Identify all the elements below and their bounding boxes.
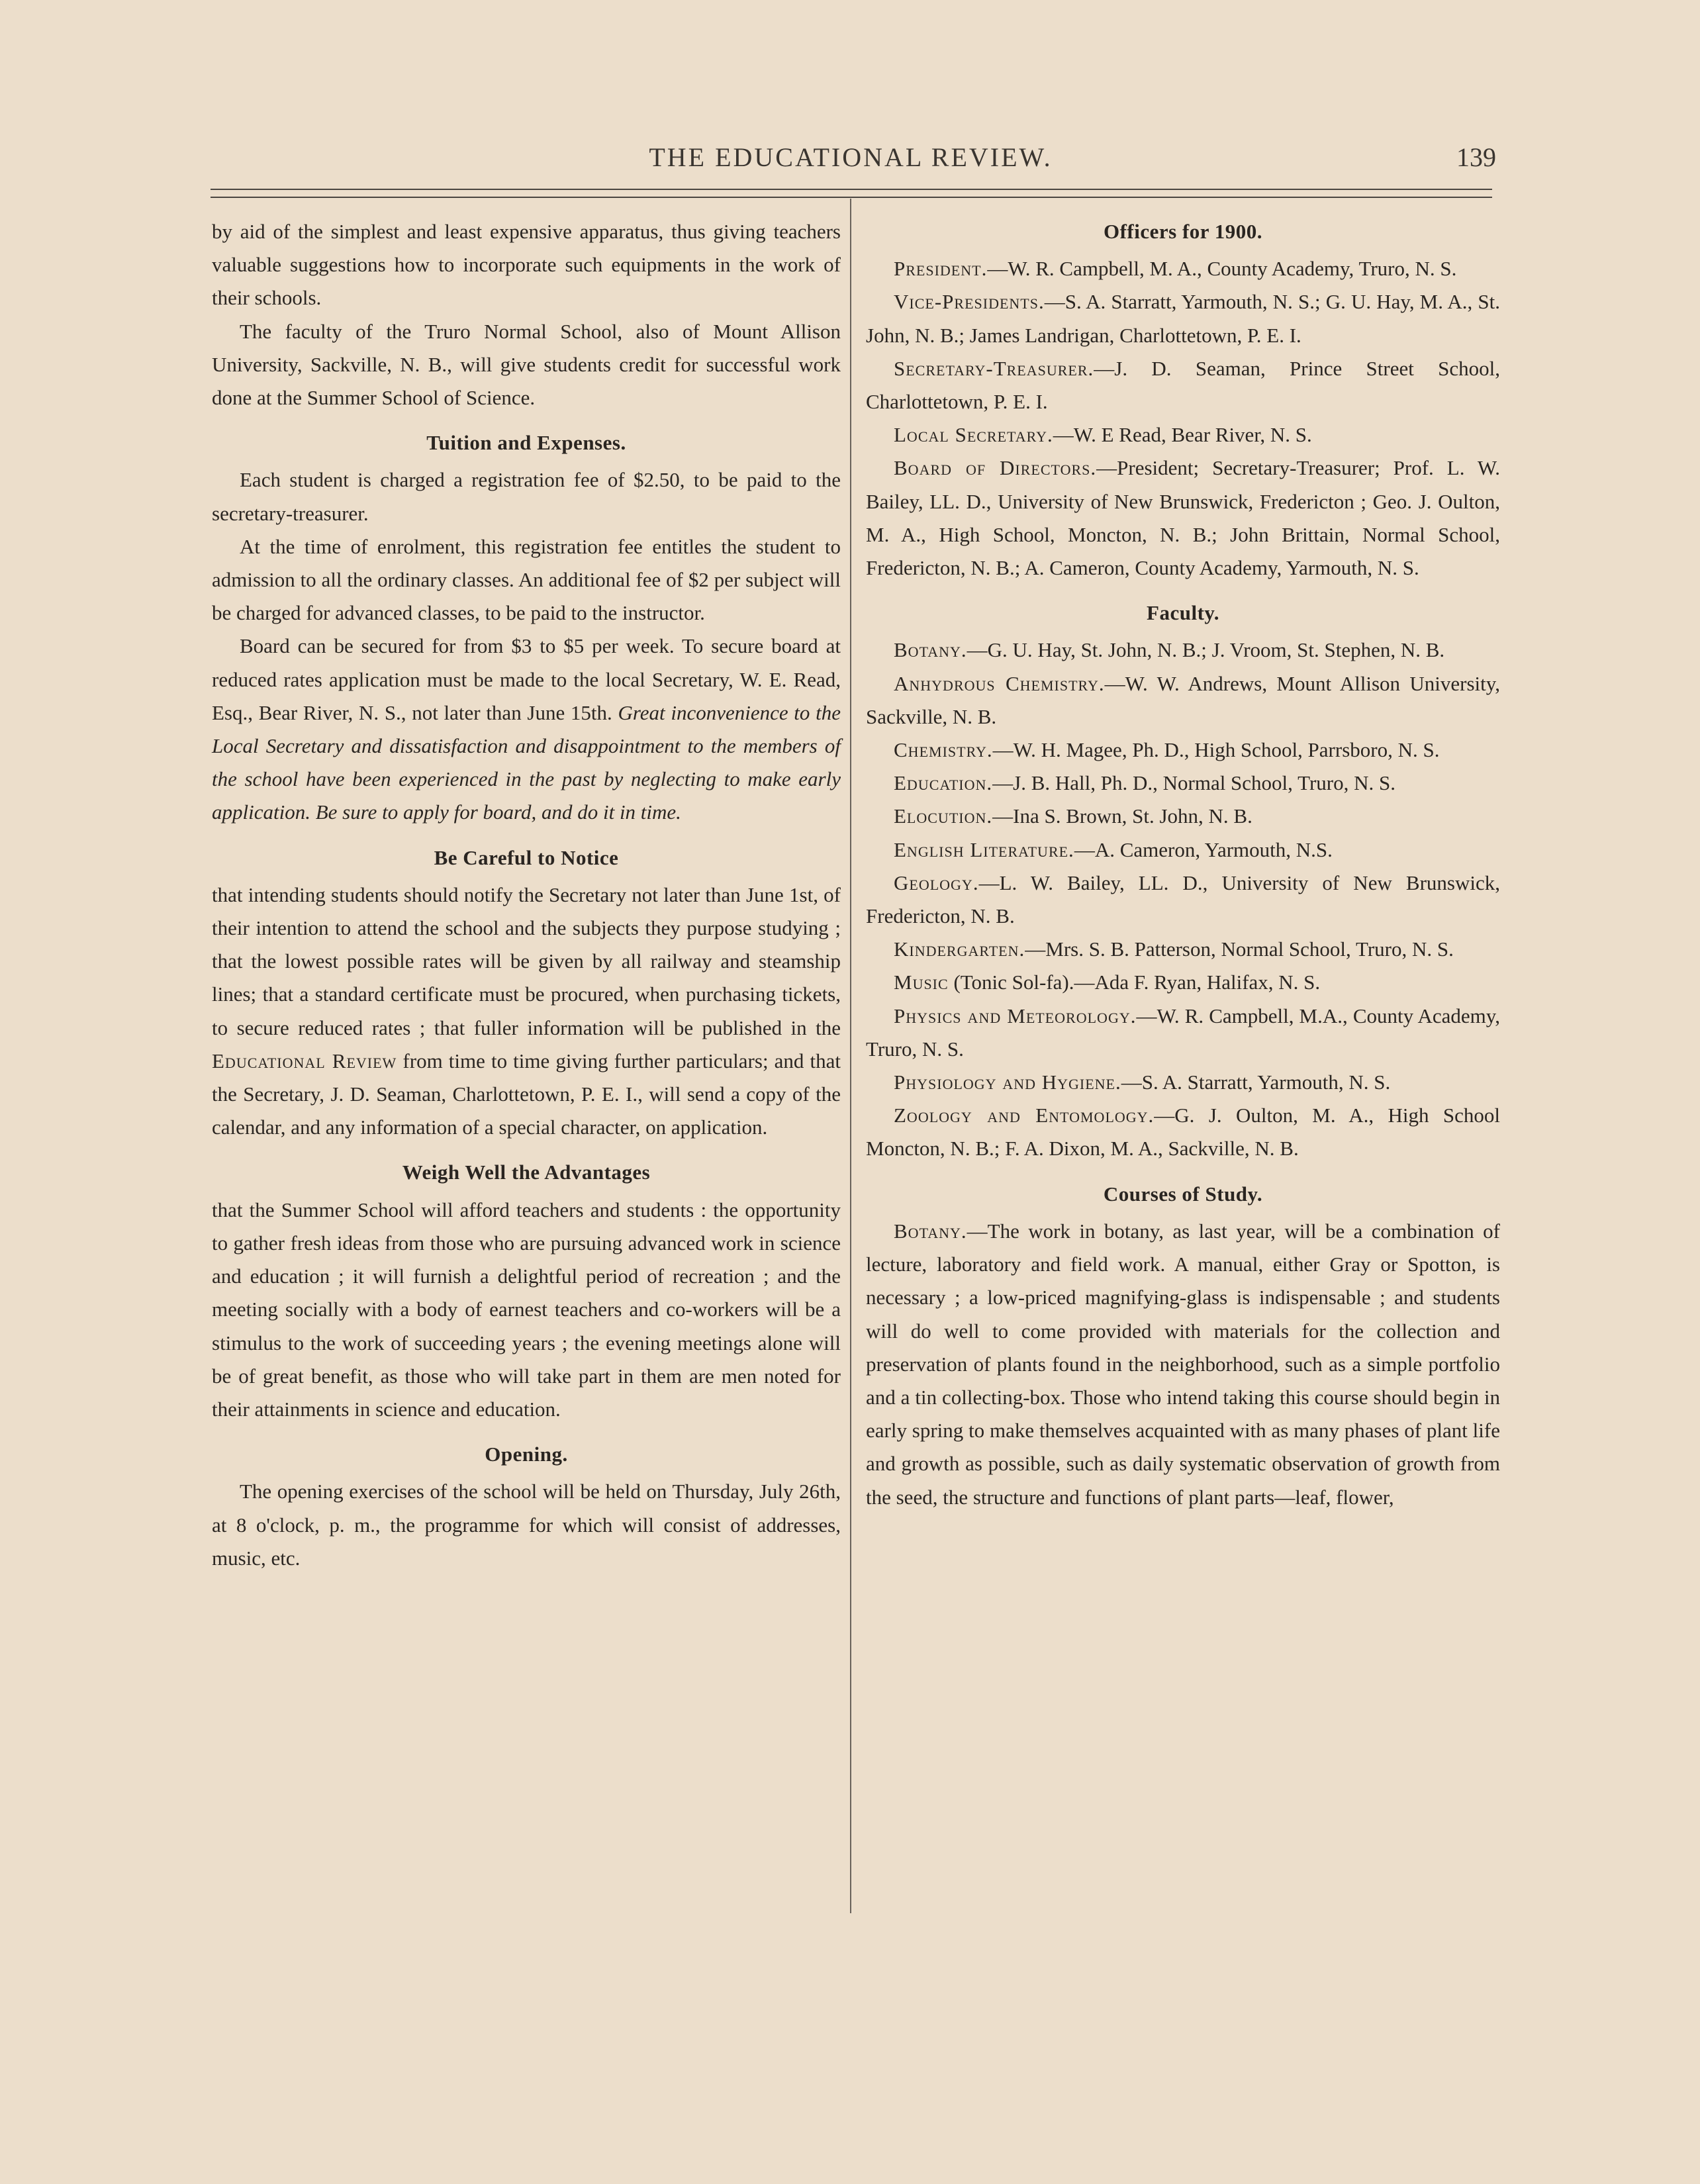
paragraph: The faculty of the Truro Normal School, also of Mount Allison University, Sackville, N. B., will give students credit for successful work done at the Summer School of Science. (212, 319, 841, 410)
faculty-subject: Education. (894, 771, 993, 795)
faculty-entry (866, 667, 1500, 734)
faculty-text: —S. A. Starratt, Yarmouth, N. S. (1121, 1070, 1391, 1094)
officer-text: —W. E Read, Bear River, N. S. (1053, 423, 1312, 447)
paragraph-advantages: that the Summer School will afford teachers and students : the opportunity to gather fresh ideas from those who are pursuing advanced work in science and education ; it will furnish a delightful period of recreation ; and the meeting socially with a body of earnest teachers and co-workers will be a stimulus to the work of succeeding years ; the evening meetings alone will be of great benefit, as those who will take part in them are men noted for their attainments in science and education. (212, 1198, 841, 1421)
paragraph: At the time of enrolment, this registration fee entitles the student to admission to all the ordinary classes. An additional fee of $2 per subject will be charged for advanced classes, to be paid to the instructor. (212, 534, 841, 625)
faculty-subject: Physiology and Hygiene. (894, 1070, 1121, 1094)
officer-title: Secretary-Treasurer. (894, 356, 1094, 380)
section-heading-faculty: Faculty. (1147, 601, 1219, 625)
faculty-text: —J. B. Hall, Ph. D., Normal School, Truro, N. S. (992, 771, 1395, 795)
faculty-text: —W. R. Campbell, M.A., County Academy, Truro, N. S. (866, 1004, 1500, 1061)
right-column (866, 215, 1500, 1514)
officer-title: President. (894, 257, 988, 281)
course-text: —The work in botany, as last year, will be a combination of lecture, laboratory and field work. A manual, either Gray or Spotton, is necessary ; a low-priced magnifying-glass is indispensable ; and students will do well to come provided with materials for the collection and preservation of plants found in the neighborhood, such as a simple portfolio and a tin collecting-box. Those who intend taking this course should begin in early spring to make themselves acquainted with as many phases of plant life and growth as possible, such as daily systematic observation of growth from the seed, the structure and functions of plant parts—leaf, flower, (866, 1219, 1500, 1509)
paragraph-careful (212, 878, 841, 1145)
section-heading-officers: Officers for 1900. (1104, 220, 1262, 243)
review-name: Educational Review (212, 1049, 397, 1072)
faculty-text: —G. U. Hay, St. John, N. B.; J. Vroom, St. Stephen, N. B. (967, 638, 1445, 662)
officer-entry (866, 252, 1500, 285)
officer-entry (866, 285, 1500, 352)
faculty-entry (866, 1066, 1500, 1099)
faculty-subject: Kindergarten. (894, 937, 1025, 961)
officer-title: Local Secretary. (894, 423, 1053, 447)
faculty-text: —L. W. Bailey, LL. D., University of New Brunswick, Fredericton, N. B. (866, 871, 1500, 928)
faculty-subject: Botany. (894, 638, 967, 662)
officer-text: —J. D. Seaman, Prince Street School, Charlottetown, P. E. I. (866, 356, 1500, 414)
faculty-entry (866, 933, 1500, 966)
faculty-subject: Chemistry. (894, 738, 993, 762)
column-divider (850, 199, 851, 1913)
page-number: 139 (1456, 142, 1496, 172)
faculty-subject: Anhydrous Chemistry. (894, 671, 1105, 695)
faculty-subject: Zoology and Entomology. (894, 1104, 1155, 1127)
faculty-entry (866, 867, 1500, 933)
officer-entry (866, 418, 1500, 451)
officer-entry (866, 352, 1500, 418)
officer-text: —W. R. Campbell, M. A., County Academy, Truro, N. S. (987, 257, 1457, 281)
faculty-entry (866, 800, 1500, 833)
officer-title: Board of Directors. (894, 456, 1097, 480)
faculty-subject: Music (894, 971, 949, 994)
faculty-text: —W. W. Andrews, Mount Allison University, Sackville, N. B. (866, 671, 1500, 728)
paragraph: by aid of the simplest and least expensive apparatus, thus giving teachers valuable suggestions how to incorporate such equipments in the work of their schools. (212, 220, 841, 310)
header-double-rule (211, 189, 1492, 198)
course-subject: Botany. (894, 1219, 967, 1243)
faculty-text: —G. J. Oulton, M. A., High School Moncton, N. B.; F. A. Dixon, M. A., Sackville, N. B. (866, 1104, 1500, 1161)
faculty-entry (866, 966, 1500, 999)
faculty-text: —W. H. Magee, Ph. D., High School, Parrsboro, N. S. (992, 738, 1440, 762)
faculty-entry (866, 1000, 1500, 1066)
faculty-entry (866, 1099, 1500, 1165)
officer-text: —S. A. Starratt, Yarmouth, N. S.; G. U. Hay, M. A., St. John, N. B.; James Landrigan, Charlottetown, P. E. I. (866, 290, 1500, 347)
faculty-text: —Mrs. S. B. Patterson, Normal School, Truro, N. S. (1025, 937, 1454, 961)
section-heading-careful: Be Careful to Notice (434, 845, 619, 869)
paragraph: Each student is charged a registration fee of $2.50, to be paid to the secretary-treasurer. (212, 468, 841, 525)
section-heading-opening: Opening. (485, 1443, 568, 1466)
faculty-text: (Tonic Sol-fa).—Ada F. Ryan, Halifax, N. S. (948, 971, 1321, 994)
board-text: Board can be secured for from $3 to $5 per week. To secure board at reduced rates application must be made to the local Secretary, W. E. Read, Esq., Bear River, N. S., not later than June 15th. (212, 634, 841, 724)
faculty-entry (866, 767, 1500, 800)
page-header (205, 142, 1496, 181)
running-title: THE EDUCATIONAL REVIEW. (649, 142, 1053, 172)
careful-text-a: that intending students should notify the Secretary not later than June 1st, of their intention to attend the school and the subjects they purpose studying ; that the lowest possible rates will be given by all railway and steamship lines; that a standard certificate must be procured, when purchasing tickets, to secure reduced rates ; that fuller information will be published in the (212, 882, 841, 1039)
faculty-entry (866, 634, 1500, 667)
faculty-text: —Ina S. Brown, St. John, N. B. (992, 804, 1252, 828)
faculty-subject: Geology. (894, 871, 979, 894)
section-heading-weigh: Weigh Well the Advantages (402, 1161, 651, 1184)
faculty-subject: Elocution. (894, 804, 993, 828)
board-warning-italic: Great inconvenience to the Local Secretary and dissatisfaction and disappointment to the members of the school have been experienced in the past by neglecting to make early application. Be sure to apply for board, and do it in time. (212, 700, 841, 824)
careful-text-b: from time to time giving further particulars; and that the Secretary, J. D. Seaman, Charlottetown, P. E. I., will send a copy of the calendar, and any information of a special character, on application. (212, 1049, 841, 1139)
left-column (212, 215, 841, 1575)
section-heading-courses: Courses of Study. (1103, 1182, 1263, 1206)
section-heading-tuition: Tuition and Expenses. (426, 431, 626, 455)
paragraph-board (212, 630, 841, 829)
officer-text: —President; Secretary-Treasurer; Prof. L. W. Bailey, LL. D., University of New Brunswick, Fredericton ; Geo. J. Oulton, M. A., High School, Moncton, N. B.; John Brittain, Normal School, Fredericton, N. B.; A. Cameron, County Academy, Yarmouth, N. S. (866, 456, 1500, 580)
officer-title: Vice-Presidents. (894, 290, 1045, 314)
faculty-subject: Physics and Meteorology. (894, 1004, 1137, 1027)
faculty-entry (866, 833, 1500, 867)
faculty-subject: English Literature. (894, 837, 1074, 861)
faculty-entry (866, 734, 1500, 767)
courses-botany (866, 1215, 1500, 1514)
officer-entry (866, 451, 1500, 585)
paragraph-opening: The opening exercises of the school will be held on Thursday, July 26th, at 8 o'clock, p. m., the programme for which will consist of addresses, music, etc. (212, 1480, 841, 1570)
faculty-text: —A. Cameron, Yarmouth, N.S. (1074, 837, 1333, 861)
